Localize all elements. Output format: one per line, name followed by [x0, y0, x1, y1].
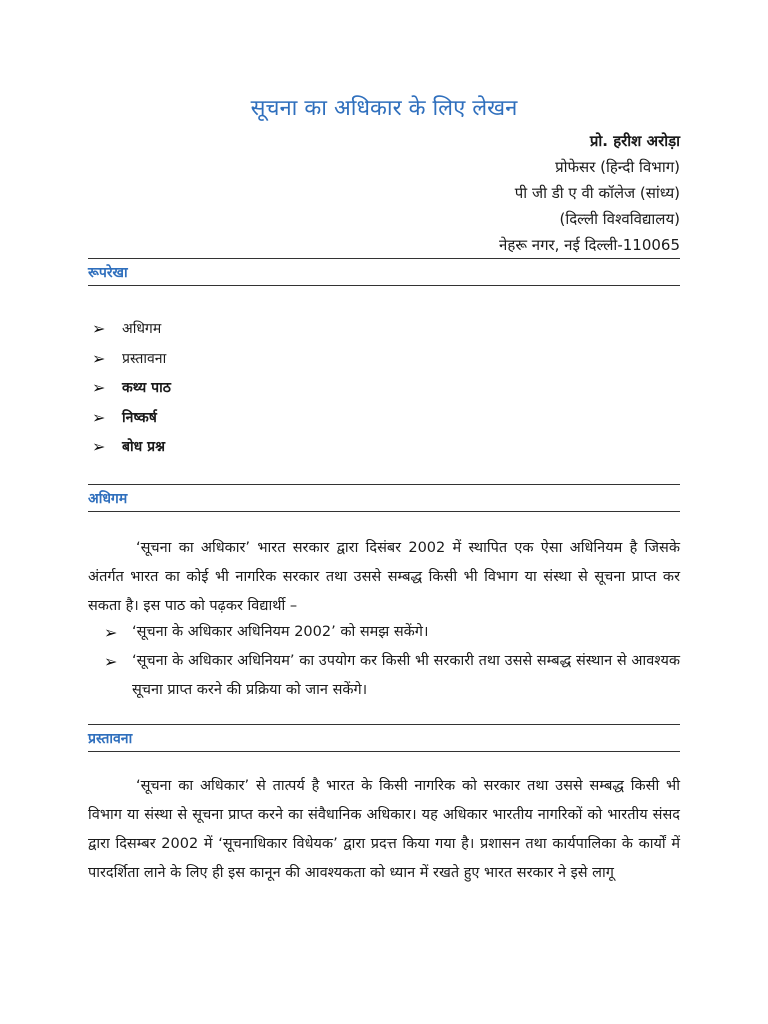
- arrow-bullet-icon: ➢: [92, 348, 106, 368]
- outline-item: [92, 314, 171, 344]
- arrow-bullet-icon: ➢: [92, 319, 106, 339]
- adhigam-bullet-list: [104, 618, 680, 705]
- bullet-item: [104, 618, 680, 647]
- outline-item-label: बोध प्रश्न: [122, 439, 165, 456]
- arrow-bullet-icon: ➢: [104, 652, 118, 671]
- bullet-text: ‘सूचना के अधिकार अधिनियम 2002’ को समझ सकेंगे।: [132, 624, 429, 640]
- section-heading-adhigam: [88, 484, 680, 512]
- arrow-bullet-icon: ➢: [92, 378, 106, 398]
- section-heading-prastavana: [88, 724, 680, 752]
- author-university: (दिल्ली विश्वविद्यालय): [559, 210, 680, 228]
- outline-item-label: कथ्य पाठ: [122, 380, 171, 397]
- arrow-bullet-icon: ➢: [104, 623, 118, 642]
- adhigam-paragraph: ‘सूचना का अधिकार’ भारत सरकार द्वारा दिसंबर 2002 में स्थापित एक ऐसा अधिनियम है जिसके अंतर्गत भारत का कोई भी नागरिक सरकार तथा उससे सम्बद्ध किसी भी विभाग या संस्था से सूचना प्राप्त कर सकता है। इस पाठ को पढ़कर विद्यार्थी –: [88, 540, 680, 614]
- prastavana-paragraph: ‘सूचना का अधिकार’ से तात्पर्य है भारत के किसी नागरिक को सरकार तथा उससे सम्बद्ध किसी भी विभाग या संस्था से सूचना प्राप्त करने का संवैधानिक अधिकार। यह अधिकार भारतीय नागरिकों को भारतीय संसद द्वारा दिसम्बर 2002 में ‘सूचनाधिकार विधेयक’ द्वारा प्रदत्त किया गया है। प्रशासन तथा कार्यपालिका के कार्यों में पारदर्शिता लाने के लिए ही इस कानून की आवश्यकता को ध्यान में रखते हुए भारत सरकार ने इसे लागू: [88, 778, 680, 881]
- outline-item: [92, 373, 171, 403]
- outline-item-label: निष्कर्ष: [122, 409, 157, 426]
- bullet-text: ‘सूचना के अधिकार अधिनियम’ का उपयोग कर किसी भी सरकारी तथा उससे सम्बद्ध संस्थान से आवश्यक सूचना प्राप्त करने की प्रक्रिया को जान सकेंगे।: [132, 653, 680, 698]
- section-heading-text: रूपरेखा: [88, 265, 128, 281]
- bullet-item: [104, 647, 680, 705]
- outline-item-label: प्रस्तावना: [122, 350, 167, 367]
- section-heading-outline: [88, 258, 680, 286]
- document-title: सूचना का अधिकार के लिए लेखन: [250, 96, 518, 121]
- section-heading-text: अधिगम: [88, 491, 128, 507]
- outline-list: [92, 314, 171, 462]
- arrow-bullet-icon: ➢: [92, 407, 106, 427]
- author-college: पी जी डी ए वी कॉलेज (सांध्य): [514, 184, 680, 202]
- author-name: प्रो. हरीश अरोड़ा: [589, 132, 680, 150]
- outline-item: [92, 432, 171, 462]
- author-address: नेहरू नगर, नई दिल्ली-110065: [499, 236, 680, 254]
- arrow-bullet-icon: ➢: [92, 437, 106, 457]
- outline-item: [92, 344, 171, 374]
- outline-item-label: अधिगम: [122, 321, 162, 338]
- outline-item: [92, 403, 171, 433]
- author-designation: प्रोफेसर (हिन्दी विभाग): [555, 158, 680, 176]
- author-block: [499, 128, 680, 258]
- section-heading-text: प्रस्तावना: [88, 731, 133, 747]
